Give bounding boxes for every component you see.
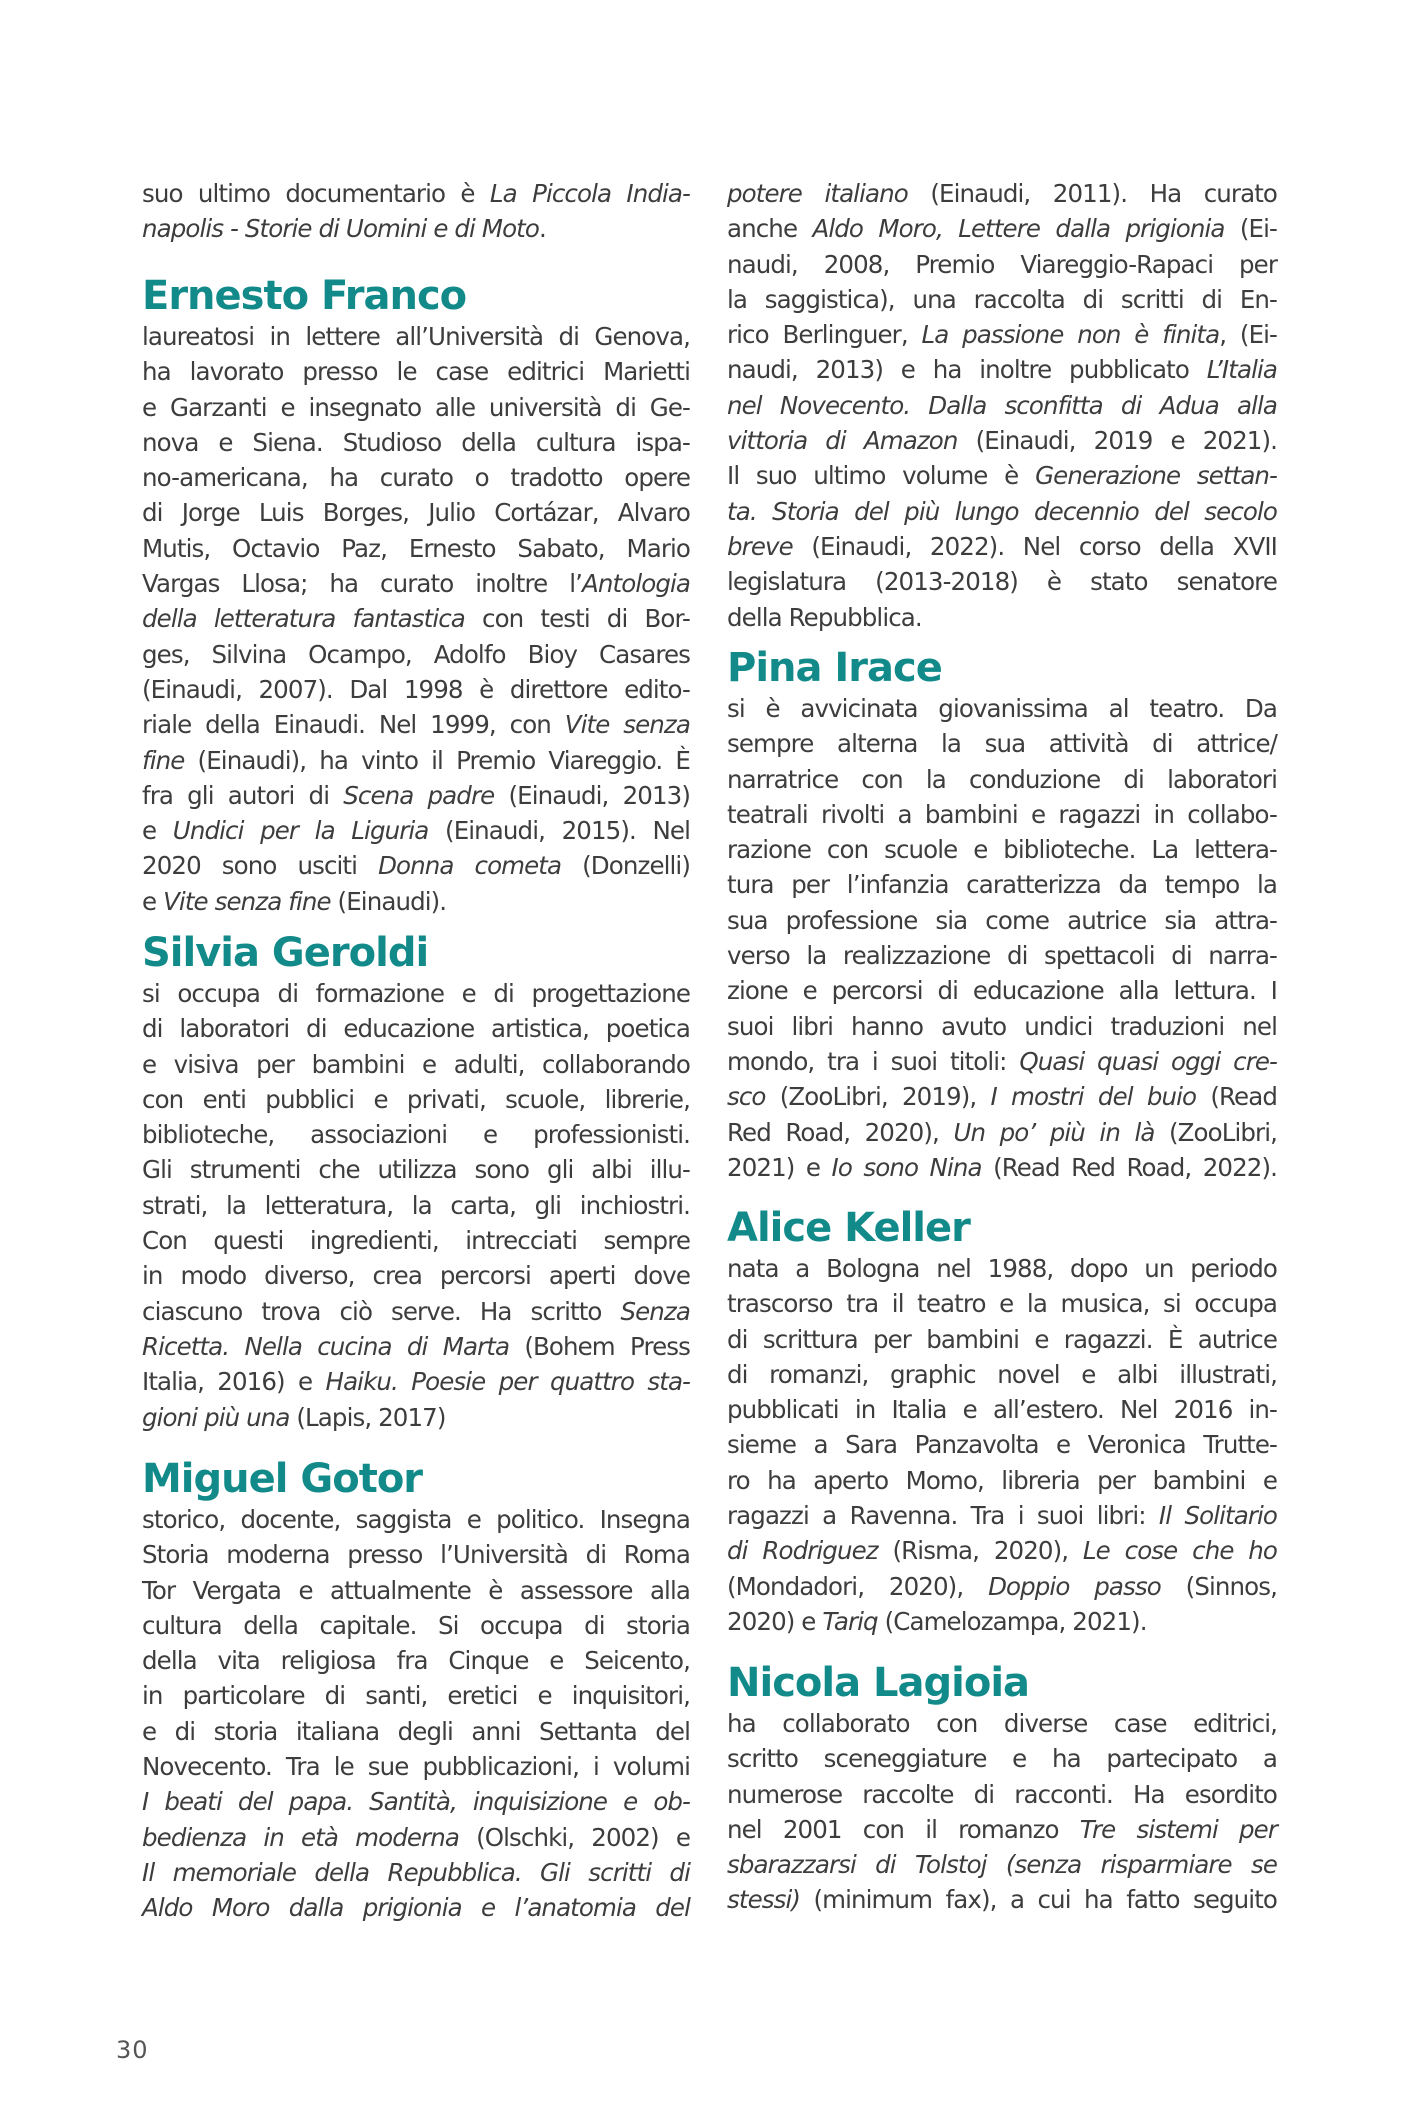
body-text: in modo diverso, crea percorsi aperti dove	[142, 1261, 690, 1291]
text-line	[142, 1011, 690, 1046]
body-text: e Garzanti e insegnato alle università di Ge-	[142, 392, 690, 422]
body-text: legislatura (2013-2018) è stato senatore	[727, 567, 1277, 597]
text-line	[727, 1079, 1277, 1114]
text-line	[142, 425, 690, 460]
body-text: tura per l’infanzia caratterizza da tempo la	[727, 870, 1277, 900]
body-text: (Einaudi), ha vinto il Premio Viareggio. È	[184, 745, 690, 775]
bio-pina-irace	[727, 645, 1277, 1185]
body-text: (Einaudi, 2013)	[494, 780, 690, 810]
italic-title-text: Vite senza	[564, 710, 691, 740]
text-line	[727, 600, 1277, 635]
body-text: di romanzi, graphic novel e albi illustrati,	[727, 1359, 1277, 1389]
body-text: (minimum fax), a cui ha fatto seguito	[800, 1885, 1277, 1915]
text-line	[727, 494, 1277, 529]
italic-title-text: Donna cometa	[378, 851, 562, 881]
italic-title-text: Io sono Nina	[831, 1152, 982, 1182]
italic-title-text: Vite senza fine	[163, 886, 331, 916]
author-heading-silvia-geroldi: Silvia Geroldi	[142, 930, 429, 976]
bio-alice-keller	[727, 1205, 1277, 1639]
text-line	[142, 672, 690, 707]
text-line	[142, 601, 690, 636]
body-text: scritto sceneggiature e ha partecipato a	[727, 1744, 1277, 1774]
text-line	[142, 1678, 690, 1713]
body-text: anche	[727, 214, 813, 244]
body-text: si occupa di formazione e di progettazione	[142, 979, 690, 1008]
text-line	[142, 1329, 690, 1364]
text-line	[142, 707, 690, 742]
body-text: (Read	[1196, 1082, 1277, 1112]
body-text: di laboratori di educazione artistica, poetica	[142, 1014, 690, 1044]
text-line	[727, 832, 1277, 867]
text-line	[727, 1777, 1277, 1812]
italic-title-text: Doppio passo	[988, 1571, 1161, 1601]
author-heading-nicola-lagioia: Nicola Lagioia	[727, 1660, 1030, 1706]
author-heading-alice-keller: Alice Keller	[727, 1205, 970, 1251]
body-text: ha lavorato presso le case editrici Marietti	[142, 357, 690, 387]
italic-title-text: napolis - Storie di Uomini e di Moto	[142, 214, 539, 244]
text-line	[727, 1392, 1277, 1427]
italic-title-text: stessi)	[727, 1885, 801, 1915]
italic-title-text: I beati del papa. Santità, inquisizione e ob-	[142, 1787, 690, 1817]
text-line	[727, 1569, 1277, 1604]
italic-title-text: sco	[727, 1082, 766, 1112]
text-line	[142, 1400, 690, 1435]
body-text: di scrittura per bambini e ragazzi. È autrice	[727, 1324, 1277, 1354]
body-text: della Repubblica.	[727, 602, 922, 632]
italic-title-text: fine	[142, 745, 185, 775]
italic-title-text: nel Novecento. Dalla sconfitta di Adua alla	[727, 390, 1277, 420]
text-line	[727, 1882, 1277, 1917]
italic-title-text: Aldo Moro dalla prigionia e l’anatomia del	[142, 1893, 690, 1923]
text-line	[727, 1847, 1277, 1882]
body-text: riale della Einaudi. Nel 1999, con	[142, 710, 565, 740]
italic-title-text: Ricetta. Nella cucina di Marta	[142, 1331, 510, 1361]
text-line	[727, 317, 1277, 352]
body-text: (Lapis, 2017)	[289, 1402, 446, 1432]
text-line	[727, 423, 1277, 458]
body-text: nel 2001 con il romanzo	[727, 1814, 1080, 1844]
text-line	[142, 1855, 690, 1890]
text-line	[727, 564, 1277, 599]
italic-title-text: Generazione settan-	[1035, 461, 1277, 491]
text-line	[727, 1357, 1277, 1392]
body-text: naudi, 2008, Premio Viareggio-Rapaci per	[727, 249, 1277, 279]
text-line	[142, 813, 690, 848]
text-line	[727, 726, 1277, 761]
text-line	[727, 458, 1277, 493]
text-line	[142, 743, 690, 778]
italic-title-text: Scena padre	[343, 780, 495, 810]
body-text: 2020 sono usciti	[142, 851, 379, 881]
body-text: biblioteche, associazioni e professionisti.	[142, 1120, 690, 1150]
body-text: sieme a Sara Panzavolta e Veronica Trutte-	[727, 1430, 1277, 1460]
body-text: nata a Bologna nel 1988, dopo un periodo	[727, 1254, 1277, 1283]
text-line	[727, 352, 1277, 387]
page-number: 30	[116, 2036, 149, 2064]
text-line	[727, 247, 1277, 282]
text-line	[142, 1502, 690, 1537]
text-line	[142, 390, 690, 425]
italic-title-text: Aldo Moro, Lettere dalla prigionia	[812, 214, 1225, 244]
body-text: (ZooLibri, 2019),	[765, 1082, 991, 1112]
italic-title-text: L’Italia	[1206, 355, 1277, 385]
text-line	[142, 1223, 690, 1258]
italic-title-text: Le cose che ho	[1082, 1536, 1278, 1566]
body-text: Mutis, Octavio Paz, Ernesto Sabato, Mario	[142, 533, 690, 563]
text-line	[727, 797, 1277, 832]
text-line	[727, 282, 1277, 317]
text-line	[727, 1741, 1277, 1776]
body-text: della vita religiosa fra Cinque e Seicento,	[142, 1646, 690, 1676]
body-text: e	[142, 886, 164, 916]
text-line	[142, 211, 690, 246]
body-text: Red Road, 2020),	[727, 1117, 954, 1147]
text-line	[142, 1890, 690, 1925]
text-line	[142, 1047, 690, 1082]
text-line	[142, 1188, 690, 1223]
italic-title-text: sbarazzarsi di Tolstoj (senza risparmiare se	[727, 1850, 1277, 1880]
text-line	[142, 1749, 690, 1784]
text-line	[142, 1643, 690, 1678]
text-line	[142, 1608, 690, 1643]
body-text: narratrice con la conduzione di laboratori	[727, 764, 1277, 794]
text-line	[727, 762, 1277, 797]
body-text: (Risma, 2020),	[877, 1536, 1083, 1566]
text-line	[142, 1714, 690, 1749]
body-text: Gli strumenti che utilizza sono gli albi illu-	[142, 1155, 690, 1185]
text-line	[142, 460, 690, 495]
italic-title-text: Tre sistemi per	[1079, 1814, 1277, 1844]
body-text: Italia, 2016) e	[142, 1367, 326, 1397]
text-line	[727, 1286, 1277, 1321]
text-line	[727, 1427, 1277, 1462]
text-line	[142, 1784, 690, 1819]
text-line	[142, 531, 690, 566]
body-text: mondo, tra i suoi titoli:	[727, 1046, 1020, 1076]
body-text: si è avvicinata giovanissima al teatro. Da	[727, 694, 1277, 723]
body-text: con testi di Bor-	[464, 604, 690, 634]
text-line	[727, 1706, 1277, 1741]
text-line	[142, 637, 690, 672]
text-line	[142, 976, 690, 1011]
text-line	[727, 1498, 1277, 1533]
body-text: 2020) e	[727, 1606, 823, 1636]
body-text: (Camelozampa, 2021).	[877, 1606, 1147, 1636]
body-text: numerose raccolte di racconti. Ha esordito	[727, 1779, 1277, 1809]
author-heading-ernesto-franco: Ernesto Franco	[142, 273, 467, 319]
text-line	[142, 1152, 690, 1187]
text-line	[727, 529, 1277, 564]
text-line	[727, 867, 1277, 902]
body-text: storico, docente, saggista e politico. Insegna	[142, 1505, 690, 1534]
italic-title-text: della letteratura fantastica	[142, 604, 465, 634]
bio-miguel-gotor	[142, 1456, 690, 1926]
body-text: con enti pubblici e privati, scuole, librerie,	[142, 1084, 690, 1114]
italic-title-text: La Piccola India-	[489, 179, 690, 208]
body-text: la saggistica), una raccolta di scritti di En-	[727, 284, 1277, 314]
text-line	[142, 1537, 690, 1572]
italic-title-text: Un po’ più in là	[953, 1117, 1155, 1147]
italic-title-text: Haiku. Poesie per quattro sta-	[325, 1367, 690, 1397]
italic-title-text: Quasi quasi oggi cre-	[1019, 1046, 1277, 1076]
italic-title-text: breve	[727, 531, 793, 561]
text-line	[727, 938, 1277, 973]
text-line	[142, 848, 690, 883]
body-text: (Mondadori, 2020),	[727, 1571, 989, 1601]
body-text: pubblicati in Italia e all’estero. Nel 2016 in-	[727, 1395, 1277, 1425]
body-text: (Einaudi).	[330, 886, 447, 916]
body-text: e	[142, 816, 173, 846]
italic-title-text: I mostri del buio	[990, 1082, 1197, 1112]
body-text: ha collaborato con diverse case editrici,	[727, 1709, 1277, 1738]
body-text: Tor Vergata e attualmente è assessore alla	[142, 1575, 690, 1605]
body-text: verso la realizzazione di spettacoli di narra-	[727, 941, 1277, 971]
text-line	[142, 176, 690, 211]
text-line	[727, 1251, 1277, 1286]
italic-title-text: La passione non è finita	[921, 320, 1220, 350]
bio-ernesto-franco	[142, 273, 690, 919]
text-line	[727, 1604, 1277, 1639]
body-text: suo ultimo documentario è	[142, 179, 490, 208]
body-text: Storia moderna presso l’Università di Roma	[142, 1540, 690, 1570]
text-line	[727, 1009, 1277, 1044]
text-line	[727, 1533, 1277, 1568]
body-text: trascorso tra il teatro e la musica, si occupa	[727, 1289, 1277, 1319]
body-text: (ZooLibri,	[1154, 1117, 1278, 1147]
body-text: (Einaudi, 2015). Nel	[428, 816, 691, 846]
italic-title-text: Tariq	[822, 1606, 878, 1636]
text-line	[142, 319, 690, 354]
body-text: ges, Silvina Ocampo, Adolfo Bioy Casares	[142, 639, 690, 669]
text-line	[142, 1820, 690, 1855]
italic-title-text: gioni più una	[142, 1402, 290, 1432]
body-text: ro ha aperto Momo, libreria per bambini e	[727, 1465, 1277, 1495]
body-text: (Einaudi, 2007). Dal 1998 è direttore edito-	[142, 674, 690, 704]
body-text: rico Berlinguer,	[727, 320, 922, 350]
text-line	[727, 388, 1277, 423]
italic-title-text: Antologia	[582, 569, 690, 599]
body-text: Novecento. Tra le sue pubblicazioni, i volumi	[142, 1752, 690, 1782]
text-line	[142, 1082, 690, 1117]
italic-title-text: potere italiano	[727, 179, 908, 208]
body-text: cultura della capitale. Si occupa di storia	[142, 1610, 690, 1640]
italic-title-text: ta. Storia del più lungo decennio del secolo	[727, 496, 1277, 526]
body-text: Vargas Llosa; ha curato inoltre l’	[142, 569, 583, 599]
text-line	[142, 495, 690, 530]
author-heading-miguel-gotor: Miguel Gotor	[142, 1456, 423, 1502]
text-line	[727, 1322, 1277, 1357]
body-text: (Donzelli)	[561, 851, 690, 881]
body-text: Il suo ultimo volume è	[727, 461, 1036, 491]
body-text: 2021) e	[727, 1152, 832, 1182]
text-line	[142, 566, 690, 601]
italic-title-text: di Rodriguez	[727, 1536, 878, 1566]
body-text: naudi, 2013) e ha inoltre pubblicato	[727, 355, 1207, 385]
body-text: (Einaudi, 2011). Ha curato	[907, 179, 1277, 208]
body-text: sua professione sia come autrice sia attra-	[727, 905, 1277, 935]
text-line	[727, 973, 1277, 1008]
body-text: (Read Red Road, 2022).	[981, 1152, 1277, 1182]
body-text: zione e percorsi di educazione alla lettura. I	[727, 976, 1277, 1006]
body-text: (Bohem Press	[509, 1331, 690, 1361]
italic-title-text: vittoria di Amazon	[727, 426, 958, 456]
body-text: in particolare di santi, eretici e inquisitori,	[142, 1681, 690, 1711]
body-text: e di storia italiana degli anni Settanta del	[142, 1716, 690, 1746]
body-text: razione con scuole e biblioteche. La lettera-	[727, 835, 1277, 865]
bio-nicola-lagioia	[727, 1660, 1277, 1918]
text-line	[727, 691, 1277, 726]
text-line	[142, 354, 690, 389]
bio-continuation-previous	[142, 176, 690, 247]
text-line	[727, 176, 1277, 211]
bio-miguel-gotor-continued	[727, 176, 1277, 635]
text-line	[142, 1117, 690, 1152]
text-line	[727, 903, 1277, 938]
body-text: teatrali rivolti a bambini e ragazzi in collabo-	[727, 799, 1277, 829]
text-line	[727, 1044, 1277, 1079]
body-text: suoi libri hanno avuto undici traduzioni nel	[727, 1011, 1277, 1041]
text-line	[142, 778, 690, 813]
bio-silvia-geroldi	[142, 930, 690, 1435]
body-text: , (Ei-	[1219, 320, 1277, 350]
body-text: strati, la letteratura, la carta, gli inchiostri.	[142, 1190, 690, 1220]
body-text: laureatosi in lettere all’Università di Genova,	[142, 322, 690, 351]
body-text: fra gli autori di	[142, 780, 344, 810]
body-text: (Sinnos,	[1160, 1571, 1277, 1601]
body-text: (Ei-	[1224, 214, 1277, 244]
body-text: e visiva per bambini e adulti, collaborando	[142, 1049, 690, 1079]
body-text: no-americana, ha curato o tradotto opere	[142, 463, 690, 493]
italic-title-text: Senza	[620, 1296, 690, 1326]
body-text: sempre alterna la sua attività di attrice/	[727, 729, 1277, 759]
body-text: ragazzi a Ravenna. Tra i suoi libri:	[727, 1501, 1159, 1531]
body-text: (Einaudi, 2022). Nel corso della XVII	[792, 531, 1277, 561]
body-text: di Jorge Luis Borges, Julio Cortázar, Alvaro	[142, 498, 690, 528]
body-text: (Olschki, 2002) e	[458, 1822, 690, 1852]
body-text: (Einaudi, 2019 e 2021).	[957, 426, 1278, 456]
body-text: .	[538, 214, 546, 244]
text-line	[727, 1463, 1277, 1498]
text-line	[727, 1115, 1277, 1150]
body-text: Con questi ingredienti, intrecciati sempre	[142, 1226, 690, 1256]
italic-title-text: Undici per la Liguria	[172, 816, 429, 846]
body-text: nova e Siena. Studioso della cultura ispa-	[142, 427, 690, 457]
italic-title-text: Il Solitario	[1158, 1501, 1278, 1531]
italic-title-text: Il memoriale della Repubblica. Gli scritti di	[142, 1857, 690, 1887]
text-line	[727, 211, 1277, 246]
author-heading-pina-irace: Pina Irace	[727, 645, 942, 691]
italic-title-text: bedienza in età moderna	[142, 1822, 459, 1852]
text-line	[142, 1573, 690, 1608]
body-text: ciascuno trova ciò serve. Ha scritto	[142, 1296, 621, 1326]
text-line	[142, 884, 690, 919]
text-line	[727, 1150, 1277, 1185]
text-line	[727, 1812, 1277, 1847]
text-line	[142, 1258, 690, 1293]
text-line	[142, 1364, 690, 1399]
text-line	[142, 1294, 690, 1329]
